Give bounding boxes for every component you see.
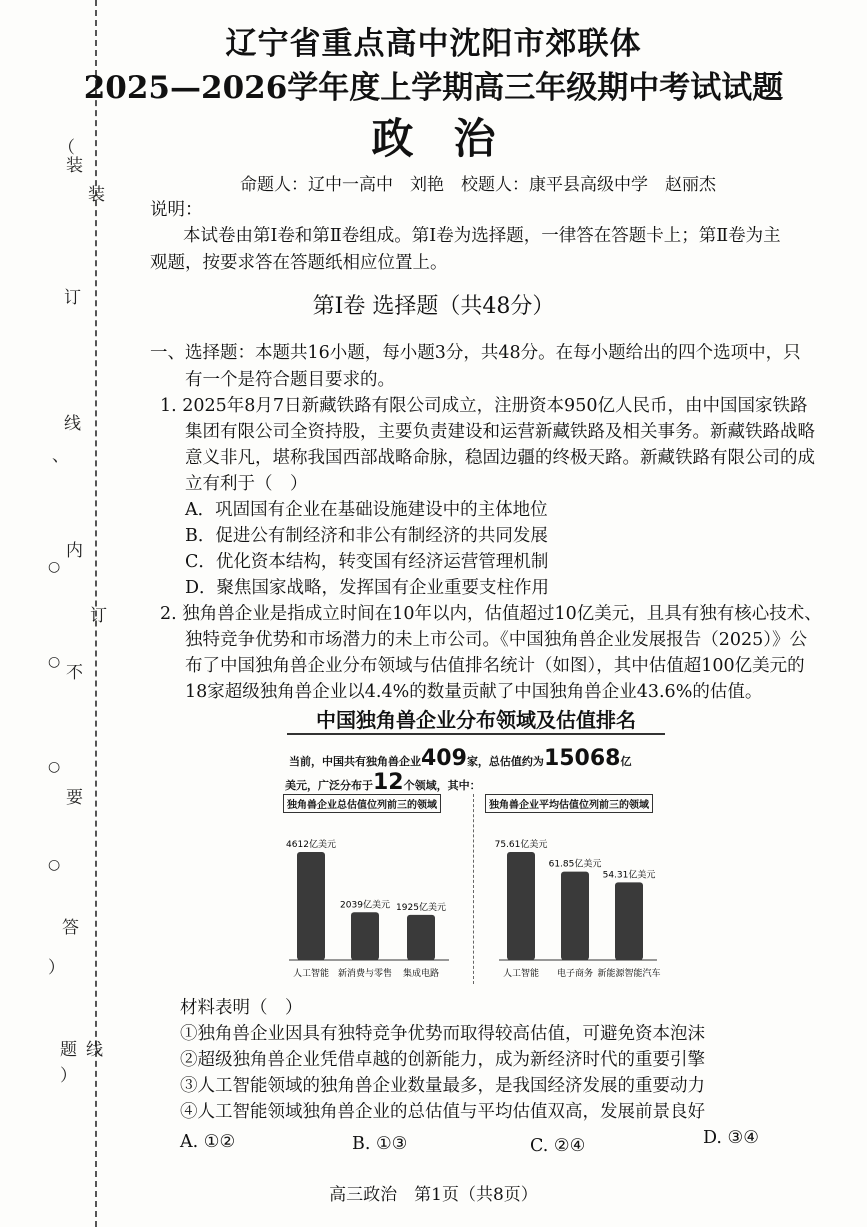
q2-stem: 材料表明（ ） <box>180 998 303 1018</box>
q2-line4: 18家超级独角兽企业以4.4%的数量贡献了中国独角兽企业43.6%的估值。 <box>185 682 763 702</box>
section-intro-line2: 有一个是符合题目要求的。 <box>185 370 395 390</box>
q2-statement-1: ①独角兽企业因具有独特竞争优势而取得较高估值，可避免资本泡沫 <box>180 1024 705 1044</box>
binding-char: ） <box>48 958 65 978</box>
binding-char: 装 <box>88 185 105 205</box>
chart-title-underline <box>287 733 665 735</box>
summary-total: 15068 <box>543 746 621 771</box>
binding-char: 线 <box>64 414 81 434</box>
bar <box>351 912 379 960</box>
q2-statement-2: ②超级独角兽企业凭借卓越的创新能力，成为新经济时代的重要引擎 <box>180 1050 705 1070</box>
bar-category-label: 新消费与零售 <box>337 969 393 979</box>
bar <box>297 852 325 960</box>
authors-line: 命题人：辽中一高中 刘艳 校题人：康平县高级中学 赵丽杰 <box>240 175 716 195</box>
q2-line3: 布了中国独角兽企业分布领域与估值排名统计（如图），其中估值超100亿美元的 <box>185 656 805 676</box>
subject-title: 政治 <box>371 114 536 163</box>
bar-value-label: 54.31亿美元 <box>602 870 656 881</box>
binding-char: ） <box>60 1066 77 1086</box>
binding-circle-mark: ○ <box>48 857 61 873</box>
binding-circle-mark: ○ <box>48 654 61 670</box>
bar-category-label: 人工智能 <box>502 969 540 979</box>
q1-option-d: D．聚焦国家战略，发挥国有企业重要支柱作用 <box>185 578 550 598</box>
q2-statement-4: ④人工智能领域独角兽企业的总估值与平均估值双高，发展前景良好 <box>180 1102 705 1122</box>
panel2-title: 独角兽企业平均估值位列前三的领域 <box>485 794 653 813</box>
q1-option-b: B．促进公有制经济和非公有制经济的共同发展 <box>185 526 548 546</box>
q1-option-c: C．优化资本结构，转变国有经济运营管理机制 <box>185 552 549 572</box>
binding-char: 要 <box>66 788 83 808</box>
binding-char: 订 <box>90 606 107 626</box>
q2-statement-3: ③人工智能领域的独角兽企业数量最多，是我国经济发展的重要动力 <box>180 1076 705 1096</box>
q2-line2: 独特竞争优势和市场潜力的未上市公司。《中国独角兽企业发展报告（2025）》公 <box>185 630 808 650</box>
section-title: 第Ⅰ卷 选择题（共48分） <box>312 294 555 319</box>
q1-option-a: A．巩固国有企业在基础设施建设中的主体地位 <box>185 500 548 520</box>
q2-line1: 2. 独角兽企业是指成立时间在10年以内，估值超过10亿美元，且具有独有核心技术、 <box>160 604 822 624</box>
bar <box>561 872 589 960</box>
bar <box>507 852 535 960</box>
binding-char: （ <box>58 138 75 158</box>
q2-choice-c: C. ②④ <box>530 1136 586 1156</box>
binding-circle-mark: ○ <box>48 759 61 775</box>
page-footer: 高三政治 第1页（共8页） <box>329 1185 538 1205</box>
summary-prefix: 当前，中国共有独角兽企业 <box>289 755 421 768</box>
bar-value-label: 2039亿美元 <box>340 900 390 911</box>
bar-value-label: 4612亿美元 <box>286 840 336 850</box>
exam-title-line2: 2025—2026学年度上学期高三年级期中考试试题 <box>83 70 784 106</box>
binding-char: 订 <box>64 288 81 308</box>
summary-line2b: 个领域，其中： <box>403 779 481 792</box>
bar-category-label: 新能源智能汽车 <box>597 969 661 979</box>
unicorn-chart <box>279 700 673 992</box>
bar-category-label: 集成电路 <box>402 969 440 979</box>
exam-title-line1: 辽宁省重点高中沈阳市郊联体 <box>225 26 642 62</box>
q2-choice-d: D. ③④ <box>703 1128 759 1148</box>
binding-char: 装 <box>66 156 83 176</box>
panel1-title: 独角兽企业总估值位列前三的领域 <box>283 794 441 813</box>
instructions-line1: 本试卷由第Ⅰ卷和第Ⅱ卷组成。第Ⅰ卷为选择题，一律答在答题卡上；第Ⅱ卷为主 <box>183 226 781 246</box>
q1-line1: 1. 2025年8月7日新藏铁路有限公司成立，注册资本950亿人民币，由中国国家铁路 <box>160 396 808 416</box>
bar-value-label: 1925亿美元 <box>396 902 446 913</box>
chart-bars <box>279 810 673 992</box>
instructions-line2: 观题，按要求答在答题纸相应位置上。 <box>150 253 448 273</box>
chart-summary-line2 <box>285 770 481 795</box>
binding-char: 内 <box>66 541 83 561</box>
bar-category-label: 人工智能 <box>292 969 330 979</box>
summary-unit: 亿 <box>620 755 632 768</box>
chart-summary-line1 <box>289 746 631 771</box>
binding-char: 、 <box>52 446 69 466</box>
bar <box>615 882 643 960</box>
binding-char: 线 <box>86 1040 103 1060</box>
summary-line2a: 美元，广泛分布于 <box>285 779 373 792</box>
q1-line4: 立有利于（ ） <box>185 474 308 494</box>
binding-char: 题 <box>60 1040 77 1060</box>
summary-fields: 12 <box>373 770 404 795</box>
binding-circle-mark: ○ <box>48 559 61 575</box>
section-intro-line1: 一、选择题：本题共16小题，每小题3分，共48分。在每小题给出的四个选项中，只 <box>150 343 801 363</box>
bar-value-label: 75.61亿美元 <box>494 840 548 850</box>
summary-mid: 家，总估值约为 <box>466 755 544 768</box>
q1-line2: 集团有限公司全资持股，主要负责建设和运营新藏铁路及相关事务。新藏铁路战略 <box>185 422 815 442</box>
q1-line3: 意义非凡，堪称我国西部战略命脉，稳固边疆的终极天路。新藏铁路有限公司的成 <box>185 448 815 468</box>
bar <box>407 915 435 960</box>
instructions-label: 说明： <box>150 200 203 220</box>
binding-char: 答 <box>62 918 79 938</box>
q2-choice-a: A. ①② <box>180 1132 236 1152</box>
chart-title: 中国独角兽企业分布领域及估值排名 <box>316 708 636 732</box>
bar-category-label: 电子商务 <box>556 969 594 979</box>
bar-value-label: 61.85亿美元 <box>548 859 602 870</box>
summary-count: 409 <box>421 746 467 771</box>
binding-char: 不 <box>66 663 83 683</box>
q2-choice-b: B. ①③ <box>352 1134 408 1154</box>
